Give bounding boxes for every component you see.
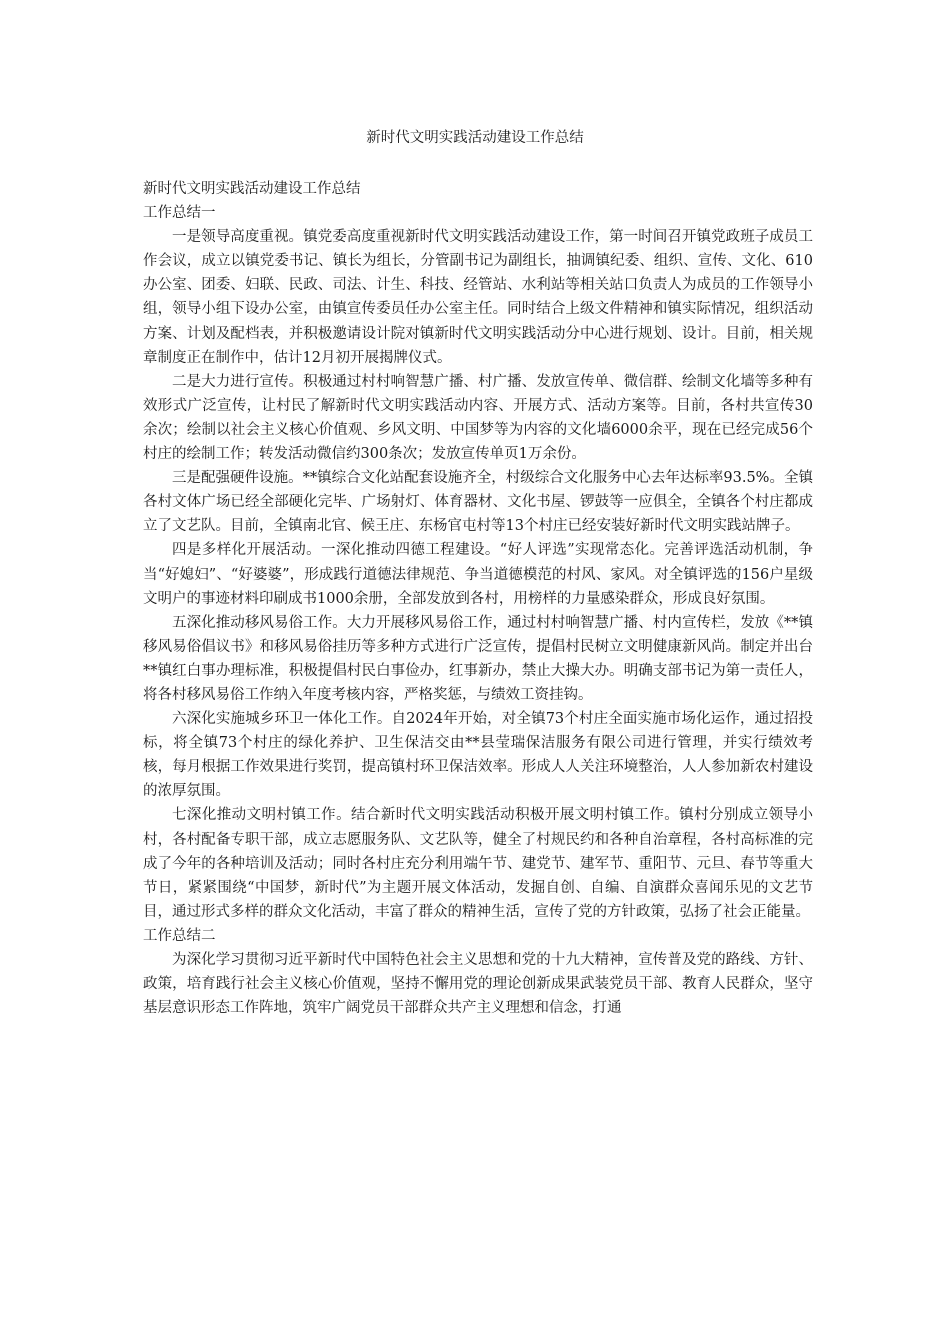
paragraph: 二是大力进行宣传。积极通过村村响智慧广播、村广播、发放宣传单、微信群、绘制文化墙等多种有效形式广泛宣传，让村民了解新时代文明实践活动内容、开展方式、活动方案等。目前，各村共宣传30余次；绘制以社会主义核心价值观、乡风文明、中国梦等为内容的文化墙6000余平，现在已经完成56个村庄的绘制工作；转发活动微信约300条次；发放宣传单页1万余份。 [143,373,813,463]
paragraph: 六深化实施城乡环卫一体化工作。自2024年开始，对全镇73个村庄全面实施市场化运作，通过招投标，将全镇73个村庄的绿化养护、卫生保洁交由**县莹瑞保洁服务有限公司进行管理，并实行绩效考核，每月根据工作效果进行奖罚，提高镇村环卫保洁效率。形成人人关注环境整治，人人参加新农村建设的浓厚氛围。 [143,711,813,800]
document-body [143,177,813,1020]
document-title: 新时代文明实践活动建设工作总结 [366,130,584,146]
paragraph: 七深化推动文明村镇工作。结合新时代文明实践活动积极开展文明村镇工作。镇村分别成立领导小村，各村配备专职干部，成立志愿服务队、文艺队等，健全了村规民约和各种自治章程，各村高标准的完成了今年的各种培训及活动；同时各村庄充分利用端午节、建党节、建军节、重阳节、元旦、春节等重大节日，紧紧围绕“中国梦，新时代”为主题开展文体活动，发掘自创、自编、自演群众喜闻乐见的文艺节目，通过形式多样的群众文化活动，丰富了群众的精神生活，宣传了党的方针政策，弘扬了社会正能量。 [143,807,813,920]
paragraph: 四是多样化开展活动。一深化推动四德工程建设。“好人评选”实现常态化。完善评选活动机制，争当“好媳妇”、“好婆婆”，形成践行道德法律规范、争当道德模范的村风、家风。对全镇评选的156户星级文明户的事迹材料印刷成书1000余册，全部发放到各村，用榜样的力量感染群众，形成良好氛围。 [143,542,813,607]
paragraph: 五深化推动移风易俗工作。大力开展移风易俗工作，通过村村响智慧广播、村内宣传栏，发放《**镇移风易俗倡议书》和移风易俗挂历等多种方式进行广泛宣传，提倡村民树立文明健康新风尚。制定并出台**镇红白事办理标准，积极提倡村民白事俭办，红事新办，禁止大操大办。明确支部书记为第一责任人，将各村移风易俗工作纳入年度考核内容，严格奖惩，与绩效工资挂钩。 [143,614,813,703]
section-heading-1: 工作总结一 [143,205,216,222]
paragraph: 三是配强硬件设施。**镇综合文化站配套设施齐全，村级综合文化服务中心去年达标率93.5%。全镇各村文体广场已经全部硬化完毕、广场射灯、体育器材、文化书屋、锣鼓等一应俱全，全镇各个村庄都成立了文艺队。目前，全镇南北官、候王庄、东杨官屯村等13个村庄已经安装好新时代文明实践站牌子。 [143,470,813,535]
paragraph: 一是领导高度重视。镇党委高度重视新时代文明实践活动建设工作，第一时间召开镇党政班子成员工作会议，成立以镇党委书记、镇长为组长，分管副书记为副组长，抽调镇纪委、组织、宣传、文化、610办公室、团委、妇联、民政、司法、计生、科技、经管站、水利站等相关站口负责人为成员的工作领导小组，领导小组下设办公室，由镇宣传委员任办公室主任。同时结合上级文件精神和镇实际情况，组织活动方案、计划及配档表，并积极邀请设计院对镇新时代文明实践活动分中心进行规划、设计。目前，相关规章制度正在制作中，估计12月初开展揭牌仪式。 [143,229,813,366]
section-heading-2: 工作总结二 [143,927,216,944]
paragraph: 为深化学习贯彻习近平新时代中国特色社会主义思想和党的十九大精神，宣传普及党的路线、方针、政策，培育践行社会主义核心价值观，坚持不懈用党的理论创新成果武装党员干部、教育人民群众，坚守基层意识形态工作阵地，筑牢广阔党员干部群众共产主义理想和信念，打通 [143,952,813,1017]
document-subtitle: 新时代文明实践活动建设工作总结 [143,181,361,197]
